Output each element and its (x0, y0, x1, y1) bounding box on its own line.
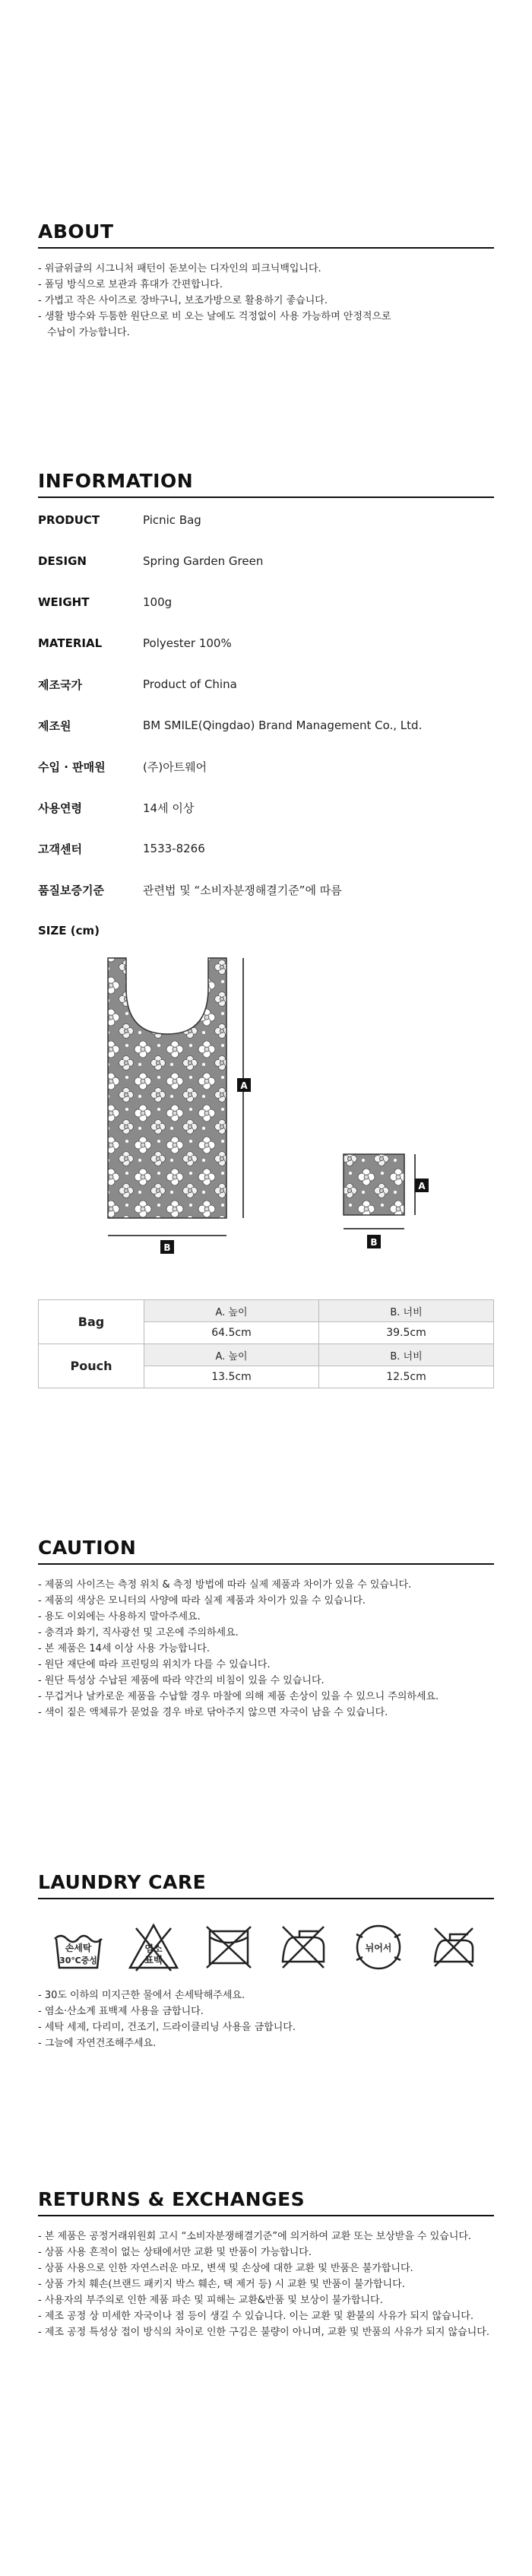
info-row-customer-center (38, 828, 494, 869)
info-key: WEIGHT (38, 595, 90, 609)
returns-line: - 상품 사용 흔적이 없는 상태에서만 교환 및 반품이 가능합니다. (38, 2247, 312, 2258)
info-key: 제조국가 (38, 677, 82, 692)
info-row-importer (38, 746, 494, 787)
size-value-b: 39.5cm (319, 1322, 494, 1344)
size-value-a: 13.5cm (144, 1366, 319, 1388)
laundry-title: LAUNDRY CARE (38, 1871, 494, 1899)
bag-height-marker: A (240, 1080, 248, 1091)
no-iron-icon (277, 1921, 330, 1974)
no-wring-icon (352, 1921, 405, 1974)
info-value: Product of China (143, 677, 237, 691)
returns-line: - 상품 사용으로 인한 자연스러운 마모, 변색 및 손상에 대한 교환 및 반품은 불가합니다. (38, 2263, 413, 2274)
size-head-b: B. 너비 (319, 1344, 494, 1366)
caution-line: - 원단 재단에 따라 프린팅의 위치가 다를 수 있습니다. (38, 1659, 271, 1670)
information-section (38, 470, 494, 951)
returns-section (38, 2188, 494, 2340)
info-value: Polyester 100% (143, 636, 232, 650)
picnic-bag-illustration (108, 958, 226, 1218)
laundry-section (38, 1871, 494, 2051)
info-key: 사용연령 (38, 801, 82, 815)
info-row-material (38, 623, 494, 664)
info-row-age (38, 787, 494, 828)
no-dry-icon (202, 1921, 255, 1974)
info-row-warranty (38, 869, 494, 910)
returns-line: - 상품 가치 훼손(브랜드 패키지 박스 훼손, 택 제거 등) 시 교환 및 반품이 불가합니다. (38, 2279, 405, 2290)
laundry-line: - 세탁 세제, 다리미, 건조기, 드라이클리닝 사용을 금합니다. (38, 2022, 296, 2033)
about-section (38, 220, 494, 341)
dry-flat-label: 뉘어서 (365, 1943, 392, 1953)
laundry-icon-row (38, 1921, 494, 1974)
info-value: Picnic Bag (143, 513, 201, 527)
pouch-width-marker: B (370, 1237, 378, 1248)
caution-title: CAUTION (38, 1537, 494, 1565)
size-label-pouch: Pouch (39, 1344, 144, 1388)
size-value-a: 64.5cm (144, 1322, 319, 1344)
caution-line: - 색이 짙은 액체류가 묻었을 경우 바로 닦아주지 않으면 자국이 남을 수 있습니다. (38, 1707, 388, 1718)
size-table (38, 1299, 494, 1388)
info-row-manufacturer (38, 705, 494, 746)
info-key: 품질보증기준 (38, 883, 104, 897)
returns-line: - 제조 공정 상 미세한 자국이나 점 등이 생길 수 있습니다. 이는 교환 및 환불의 사유가 되지 않습니다. (38, 2311, 473, 2322)
about-line: - 폴딩 방식으로 보관과 휴대가 간편합니다. (38, 279, 223, 290)
returns-title: RETURNS & EXCHANGES (38, 2188, 494, 2216)
laundry-line: - 30도 이하의 미지근한 물에서 손세탁해주세요. (38, 1990, 245, 2001)
size-head-a: A. 높이 (144, 1344, 319, 1366)
size-diagram (38, 943, 494, 1270)
info-value: BM SMILE(Qingdao) Brand Management Co., Ltd. (143, 719, 423, 732)
hand-wash-temp: 30℃중성 (59, 1956, 97, 1965)
hand-wash-label: 손세탁 (65, 1943, 92, 1953)
info-value: (주)아트웨어 (143, 760, 207, 774)
returns-list (38, 2229, 494, 2340)
info-row-design (38, 541, 494, 582)
about-line (38, 325, 494, 341)
info-row-origin (38, 664, 494, 705)
size-value-b: 12.5cm (319, 1366, 494, 1388)
info-value: 관련법 및 “소비자분쟁해결기준”에 따름 (143, 883, 342, 897)
size-head-a: A. 높이 (144, 1300, 319, 1322)
about-line: - 위글위글의 시그니처 패턴이 돋보이는 디자인의 피크닉백입니다. (38, 263, 321, 274)
caution-section (38, 1537, 494, 1721)
information-title: INFORMATION (38, 470, 494, 498)
info-row-weight (38, 582, 494, 623)
about-line-continued: 수납이 가능합니다. (47, 327, 130, 338)
size-label-bag: Bag (39, 1300, 144, 1344)
no-bleach-icon (127, 1921, 180, 1974)
about-list (38, 261, 494, 341)
caution-line: - 용도 이외에는 사용하지 말아주세요. (38, 1611, 201, 1623)
no-dryclean-icon (427, 1921, 480, 1974)
size-table-row (39, 1300, 494, 1322)
info-key: DESIGN (38, 554, 87, 568)
info-key: 제조원 (38, 719, 71, 733)
about-line: - 가볍고 작은 사이즈로 장바구니, 보조가방으로 활용하기 좋습니다. (38, 295, 328, 306)
caution-line: - 충격과 화기, 직사광선 및 고온에 주의하세요. (38, 1627, 239, 1639)
info-key: PRODUCT (38, 513, 100, 527)
info-key: 고객센터 (38, 842, 82, 856)
pouch-illustration (344, 1154, 404, 1215)
size-head-b: B. 너비 (319, 1300, 494, 1322)
returns-line: - 사용자의 부주의로 인한 제품 파손 및 피해는 교환&반품 및 보상이 불가합니다. (38, 2295, 383, 2306)
size-table-wrapper (38, 1299, 494, 1388)
about-title: ABOUT (38, 220, 494, 249)
pouch-height-marker: A (418, 1181, 426, 1191)
no-bleach-label-2: 표백 (144, 1955, 163, 1965)
caution-line: - 본 제품은 14세 이상 사용 가능합니다. (38, 1643, 210, 1654)
info-value: 100g (143, 595, 173, 609)
information-rows (38, 500, 494, 951)
caution-line: - 무겁거나 날카로운 제품을 수납할 경우 마찰에 의해 제품 손상이 있을 수 있으니 주의하세요. (38, 1691, 439, 1702)
laundry-line: - 그늘에 자연건조해주세요. (38, 2038, 157, 2049)
info-value: Spring Garden Green (143, 554, 264, 568)
about-line: - 생활 방수와 두툼한 원단으로 비 오는 날에도 걱정없이 사용 가능하며 안정적으로 (38, 311, 391, 322)
info-key: 수입 · 판매원 (38, 760, 106, 774)
info-value: 1533-8266 (143, 842, 205, 855)
info-value: 14세 이상 (143, 801, 195, 815)
returns-line: - 본 제품은 공정거래위원회 고시 “소비자분쟁해결기준”에 의거하여 교환 또는 보상받을 수 있습니다. (38, 2231, 472, 2242)
hand-wash-icon (52, 1921, 105, 1974)
returns-line: - 제조 공정 특성상 접이 방식의 차이로 인한 구김은 불량이 아니며, 교환 및 반품의 사유가 되지 않습니다. (38, 2327, 489, 2338)
caution-list (38, 1577, 494, 1721)
laundry-line: - 염소·산소계 표백제 사용을 금합니다. (38, 2006, 204, 2017)
info-row-product (38, 500, 494, 541)
caution-line: - 원단 특성상 수납된 제품에 따라 약간의 비침이 있을 수 있습니다. (38, 1675, 325, 1686)
info-key: SIZE (cm) (38, 924, 100, 937)
size-table-row (39, 1344, 494, 1366)
caution-line: - 제품의 색상은 모니터의 사양에 따라 실제 제품과 차이가 있을 수 있습니다. (38, 1595, 366, 1607)
laundry-list (38, 1988, 494, 2051)
bag-width-marker: B (163, 1242, 171, 1253)
info-key: MATERIAL (38, 636, 103, 650)
caution-line: - 제품의 사이즈는 측정 위치 & 측정 방법에 따라 실제 제품과 차이가 있을 수 있습니다. (38, 1579, 412, 1591)
no-bleach-label-1: 염소 (144, 1943, 163, 1954)
